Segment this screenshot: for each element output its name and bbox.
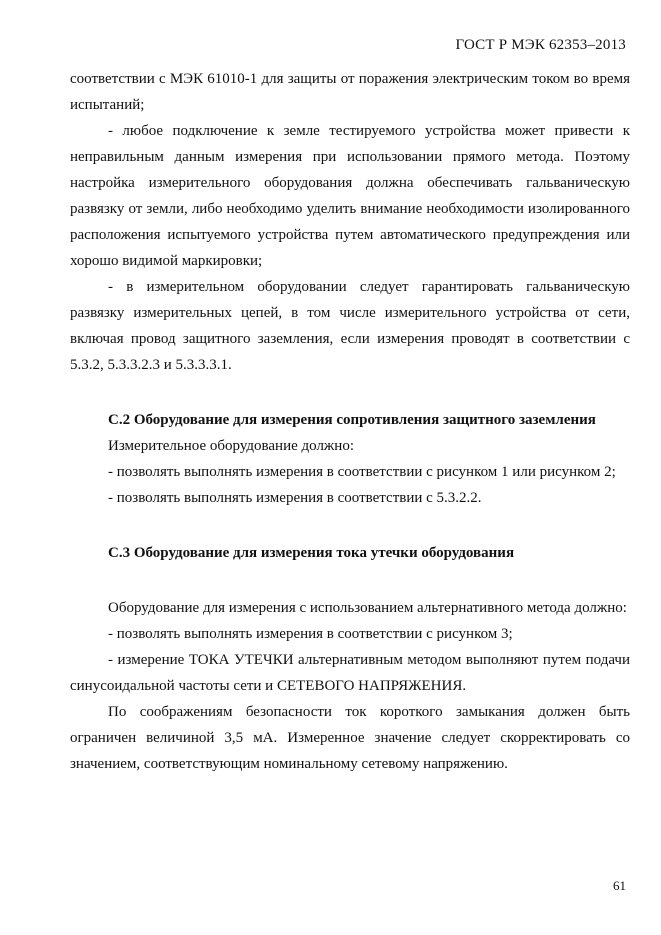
section-c3-item-1: - позволять выполнять измерения в соответствии с рисунком 3; [108,626,513,642]
section-c2-intro: Измерительное оборудование должно: [108,438,354,454]
section-c2-item-2: - позволять выполнять измерения в соответствии с 5.3.2.2. [108,490,482,506]
list-item-grounding: - любое подключение к земле тестируемого устройства может привести к неправильным данным измерения при использовании прямого метода. Поэтому настройка измерительного оборудования должна обеспечивать гальваническую развязку от земли, либо необходимо уделить внимание необходимости изолированного расположения испытуемого устройства путем автоматического предупреждения или хорошо видимой маркировки; [70,123,630,269]
spacer [70,566,630,595]
section-heading-c2: С.2 Оборудование для измерения сопротивления защитного заземления [108,412,596,428]
page-body [70,66,630,777]
paragraph-continuation: соответствии с МЭК 61010-1 для защиты от поражения электрическим током во время испытаний; [70,71,630,113]
section-c3-intro: Оборудование для измерения с использованием альтернативного метода должно: [108,600,627,616]
section-c3-item-2: - измерение ТОКА УТЕЧКИ альтернативным методом выполняют путем подачи синусоидальной частоты сети и СЕТЕВОГО НАПРЯЖЕНИЯ. [70,652,630,694]
section-c3-safety-note: По соображениям безопасности ток короткого замыкания должен быть ограничен величиной 3,5 мА. Измеренное значение следует скорректировать со значением, соответствующим номинальному сетевому напряжению. [70,704,630,772]
list-item-isolation: - в измерительном оборудовании следует гарантировать гальваническую развязку измерительных цепей, в том числе измерительного устройства от сети, включая провод защитного заземления, если измерения проводят в соответствии с 5.3.2, 5.3.3.2.3 и 5.3.3.3.1. [70,279,630,373]
section-c2-item-1: - позволять выполнять измерения в соответствии с рисунком 1 или рисунком 2; [108,464,616,480]
spacer [70,378,630,407]
page-number: 61 [613,878,626,893]
section-heading-c3: С.3 Оборудование для измерения тока утечки оборудования [108,545,515,561]
spacer [70,511,630,540]
document-header: ГОСТ Р МЭК 62353–2013 [455,37,626,53]
